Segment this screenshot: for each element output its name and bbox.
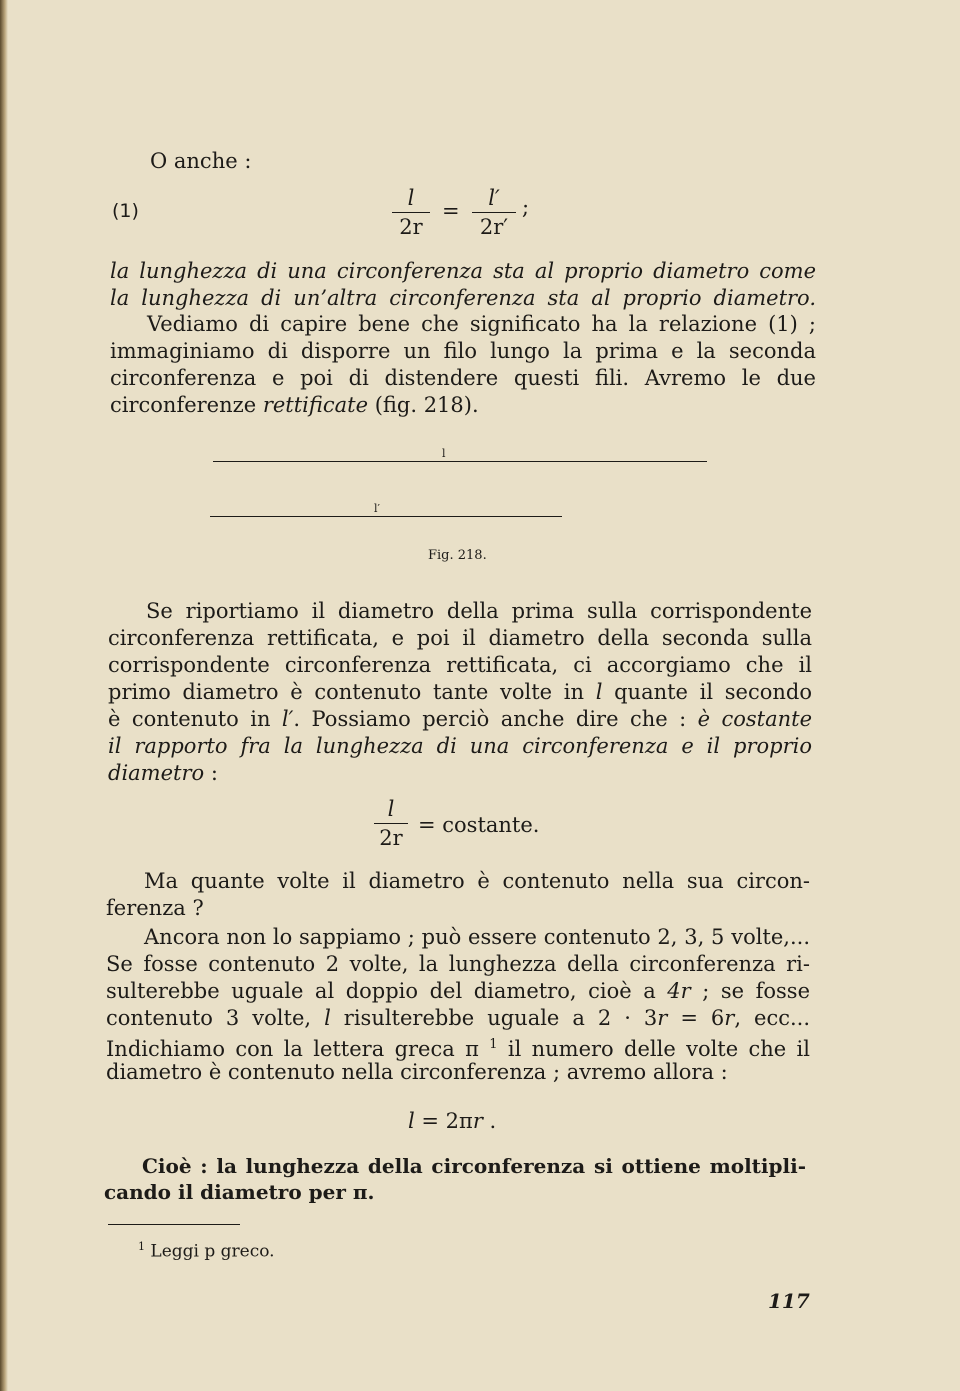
paragraph-1-line-4: circonferenze rettificate (fig. 218).: [110, 393, 479, 417]
paragraph-2-line-5: è contenuto in l′. Possiamo perciò anche dire che : è costante: [108, 707, 813, 731]
equation-2-fraction: l 2r: [374, 797, 408, 850]
footnote: $^1$ Leggi p greco.: [138, 1240, 275, 1262]
paragraph-2-line-1: Se riportiamo il diametro della prima sulla corrispondente: [146, 599, 812, 623]
page-number: 117: [768, 1289, 810, 1313]
italic-statement-line-1: la lunghezza di una circonferenza sta al proprio diametro come: [110, 259, 816, 283]
footnote-mark: 1: [138, 1240, 145, 1253]
figure-line-l: [213, 461, 707, 462]
paragraph-2-line-7: diametro :: [108, 761, 218, 785]
footnote-reference: 1: [489, 1037, 498, 1052]
paragraph-4-line-5: Indichiamo con la lettera greca π $^1$ il numero delle volte che il: [106, 1037, 810, 1061]
paragraph-2-line-2: circonferenza rettificata, e poi il diametro della seconda sulla: [108, 626, 812, 650]
equation-1-fraction-left: l 2r: [392, 186, 430, 239]
figure-line-l-prime: [210, 516, 562, 517]
equation-1-equals: =: [442, 199, 460, 223]
paragraph-4-line-4: contenuto 3 volte, l risulterebbe uguale a 2 · 3r = 6r, ecc...: [106, 1006, 810, 1030]
footnote-rule: [108, 1224, 240, 1225]
italic-statement-line-2: la lunghezza di un’altra circonferenza sta al proprio diametro.: [110, 286, 816, 310]
conclusion-line-1: Cioè : la lunghezza della circonferenza si ottiene moltipli-: [142, 1154, 806, 1178]
equation-1-label: (1): [112, 200, 139, 222]
paragraph-1-line-2: immaginiamo di disporre un filo lungo la prima e la seconda: [110, 339, 816, 363]
equation-1-semicolon: ;: [522, 195, 530, 219]
paragraph-1-line-3: circonferenza e poi di distendere questi fili. Avremo le due: [110, 366, 816, 390]
paragraph-4-line-6: diametro è contenuto nella circonferenza ; avremo allora :: [106, 1060, 728, 1084]
paragraph-2-line-6: il rapporto fra la lunghezza di una circonferenza e il proprio: [108, 734, 812, 758]
equation-2-rhs: = costante.: [418, 813, 540, 837]
conclusion-line-2: cando il diametro per π.: [104, 1180, 375, 1204]
intro-text: O anche :: [150, 149, 252, 173]
paragraph-4-line-3: sulterebbe uguale al doppio del diametro, cioè a 4r ; se fosse: [106, 979, 810, 1003]
paragraph-2-line-4: primo diametro è contenuto tante volte in l quante il secondo: [108, 680, 812, 704]
equation-1-fraction-right: l′ 2r′: [472, 186, 516, 239]
paragraph-3-line-1: Ma quante volte il diametro è contenuto nella sua circon-: [144, 869, 810, 893]
page-binding-edge: [0, 0, 8, 1391]
figure-caption: Fig. 218.: [428, 548, 487, 563]
paragraph-2-line-3: corrispondente circonferenza rettificata, ci accorgiamo che il: [108, 653, 812, 677]
equation-3: l = 2πr .: [408, 1109, 497, 1133]
figure-line-l-prime-label: l′: [374, 502, 381, 515]
figure-line-l-label: l: [442, 447, 446, 460]
paragraph-3-line-2: ferenza ?: [106, 896, 204, 920]
paragraph-4-line-1: Ancora non lo sappiamo ; può essere contenuto 2, 3, 5 volte,...: [144, 925, 810, 949]
paragraph-4-line-2: Se fosse contenuto 2 volte, la lunghezza della circonferenza ri-: [106, 952, 810, 976]
paragraph-1-line-1: Vediamo di capire bene che significato ha la relazione (1) ;: [147, 312, 816, 336]
